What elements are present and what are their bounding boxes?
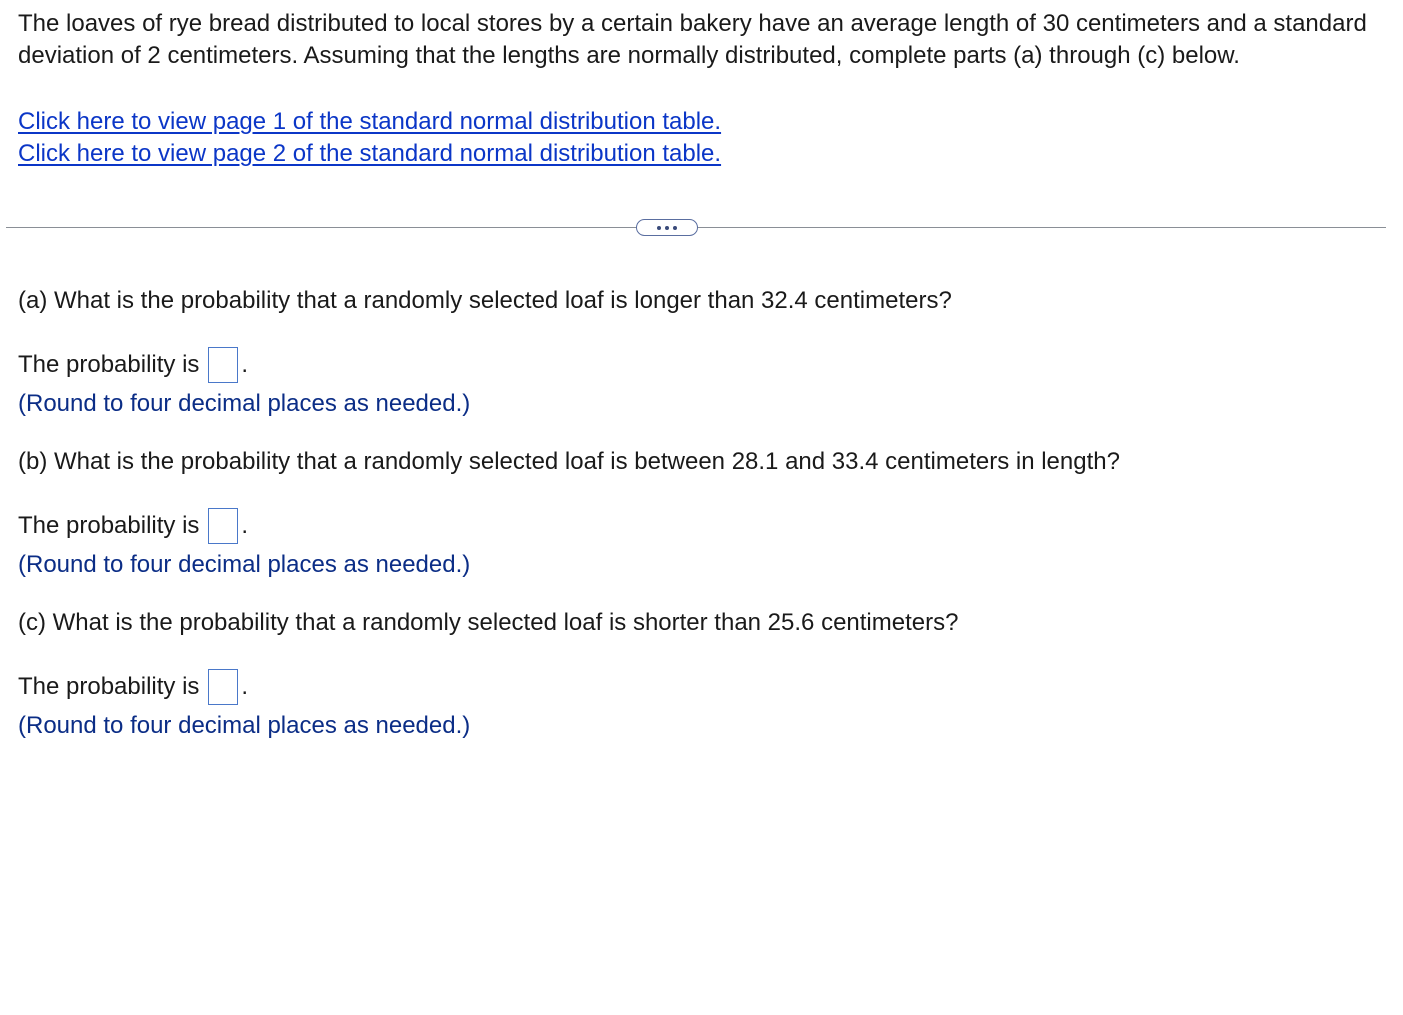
part-c-question: (c) What is the probability that a randomly selected loaf is shorter than 25.6 centimeters? — [18, 609, 959, 636]
expand-more-button[interactable] — [636, 219, 698, 236]
part-a-rounding-hint: (Round to four decimal places as needed.) — [18, 390, 471, 417]
part-b-question: (b) What is the probability that a randomly selected loaf is between 28.1 and 33.4 centimeters in length? — [18, 448, 1120, 475]
problem-statement: The loaves of rye bread distributed to local stores by a certain bakery have an average length of 30 centimeters and a standard deviation of 2 centimeters. Assuming that the lengths are normally distributed, complete parts (a) through (c) below. — [18, 10, 1367, 69]
part-b-answer-input[interactable] — [208, 508, 238, 544]
part-b-answer-suffix: . — [241, 512, 249, 539]
ellipsis-icon — [673, 226, 677, 230]
part-a-question: (a) What is the probability that a randomly selected loaf is longer than 32.4 centimeters? — [18, 287, 952, 314]
table-links — [18, 106, 721, 170]
ellipsis-icon — [665, 226, 669, 230]
table-page-2-link[interactable]: Click here to view page 2 of the standard normal distribution table. — [18, 140, 722, 167]
part-a-answer-line — [18, 347, 248, 383]
part-c-answer-line — [18, 669, 248, 705]
part-c-answer-suffix: . — [241, 673, 249, 700]
part-c-answer-input[interactable] — [208, 669, 238, 705]
ellipsis-icon — [657, 226, 661, 230]
table-page-1-link[interactable]: Click here to view page 1 of the standard normal distribution table. — [18, 108, 722, 135]
part-b-answer-line — [18, 508, 248, 544]
part-b-rounding-hint: (Round to four decimal places as needed.) — [18, 551, 471, 578]
part-a-answer-suffix: . — [241, 351, 249, 378]
part-a-answer-input[interactable] — [208, 347, 238, 383]
part-a-answer-prefix: The probability is — [18, 351, 200, 378]
part-c-rounding-hint: (Round to four decimal places as needed.) — [18, 712, 471, 739]
part-c-answer-prefix: The probability is — [18, 673, 200, 700]
part-b-answer-prefix: The probability is — [18, 512, 200, 539]
